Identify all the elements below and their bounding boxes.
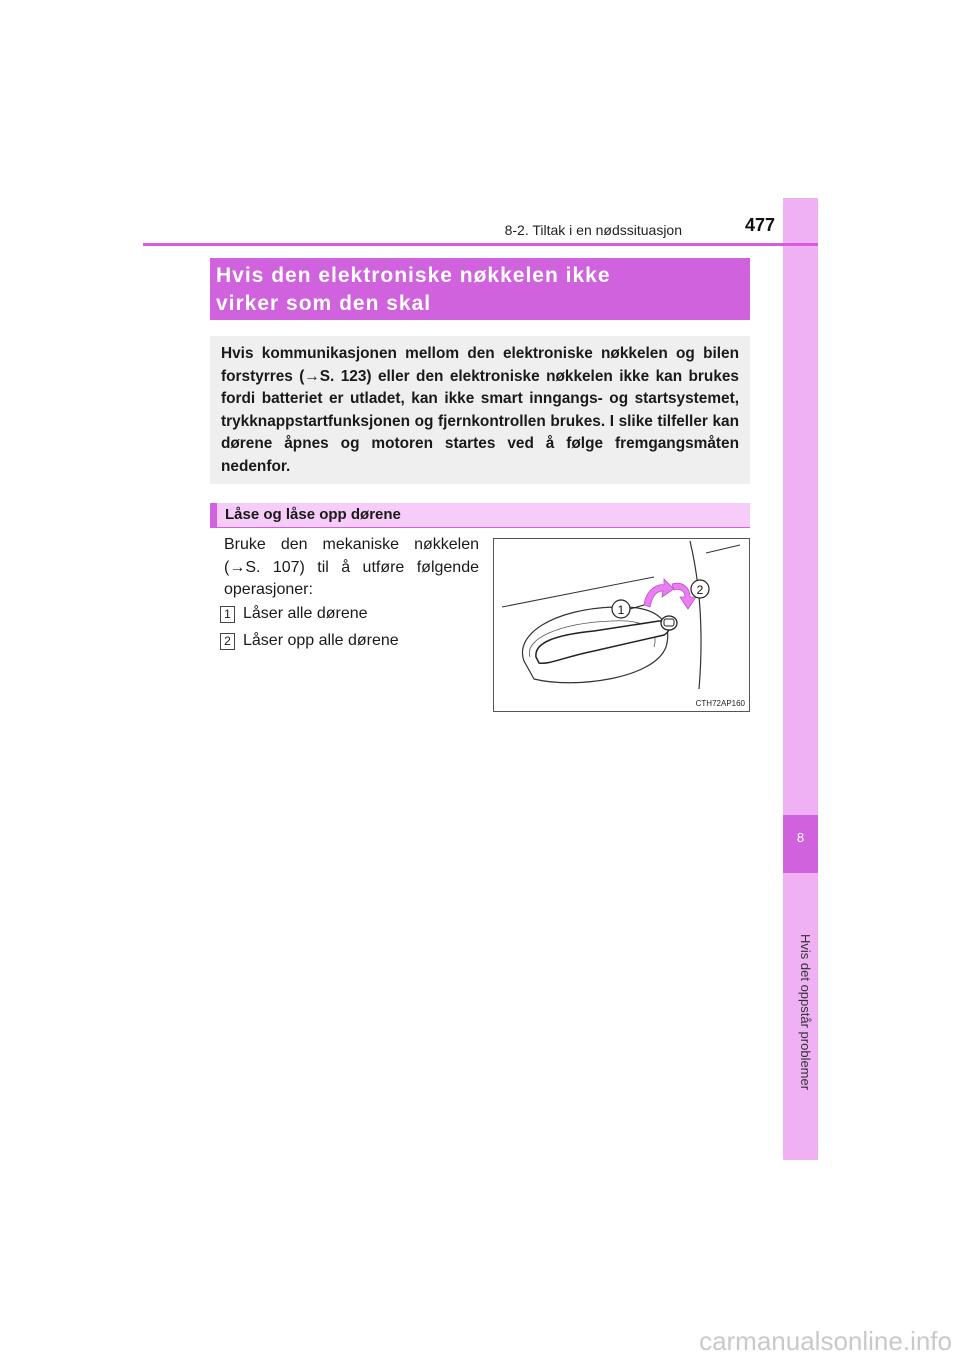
- step-text: Låser alle dørene: [243, 605, 368, 622]
- subheading-bar: [210, 503, 750, 528]
- section-title: Hvis den elektroniske nøkkelen ikke virker som den skal: [216, 264, 611, 315]
- step-number: 1: [220, 606, 235, 623]
- body-paragraph: Bruke den mekaniske nøkkelen (→S. 107) til å utføre følgende operasjoner:: [224, 536, 479, 598]
- figure-code: CTH72AP160: [695, 699, 745, 708]
- header-divider: [143, 243, 818, 246]
- callout-2: 2: [696, 583, 704, 597]
- section-title-banner: [210, 258, 750, 320]
- watermark: carmanualsonline.info: [699, 1326, 952, 1356]
- step-1: [220, 604, 480, 624]
- door-handle-figure: [493, 538, 750, 712]
- chapter-title: Hvis det oppstår problemer: [798, 933, 813, 1091]
- chapter-number: 8: [796, 830, 805, 845]
- step-number: 2: [220, 633, 235, 650]
- callout-1: 1: [617, 603, 625, 617]
- step-2: [220, 631, 480, 651]
- subheading: Låse og låse opp dørene: [225, 506, 401, 523]
- header-section-title: 8-2. Tiltak i en nødssituasjon: [504, 222, 682, 238]
- intro-text: Hvis kommunikasjonen mellom den elektroniske nøkkelen og bilen forstyrres (→S. 123) eller den elektroniske nøkkelen ikke kan brukes fordi batteriet er utladet, kan ikke smart inngangs- og startsystemet, trykknappstartfunksjonen og fjernkontrollen brukes. I slike tilfeller kan dørene åpnes og motoren startes ved å følge fremgangsmåten nedenfor.: [221, 345, 739, 475]
- step-text: Låser opp alle dørene: [243, 632, 399, 649]
- intro-box: [210, 336, 750, 484]
- door-handle-illustration: [494, 539, 749, 711]
- lock-arrow: [644, 579, 674, 607]
- page-number: 477: [744, 215, 775, 235]
